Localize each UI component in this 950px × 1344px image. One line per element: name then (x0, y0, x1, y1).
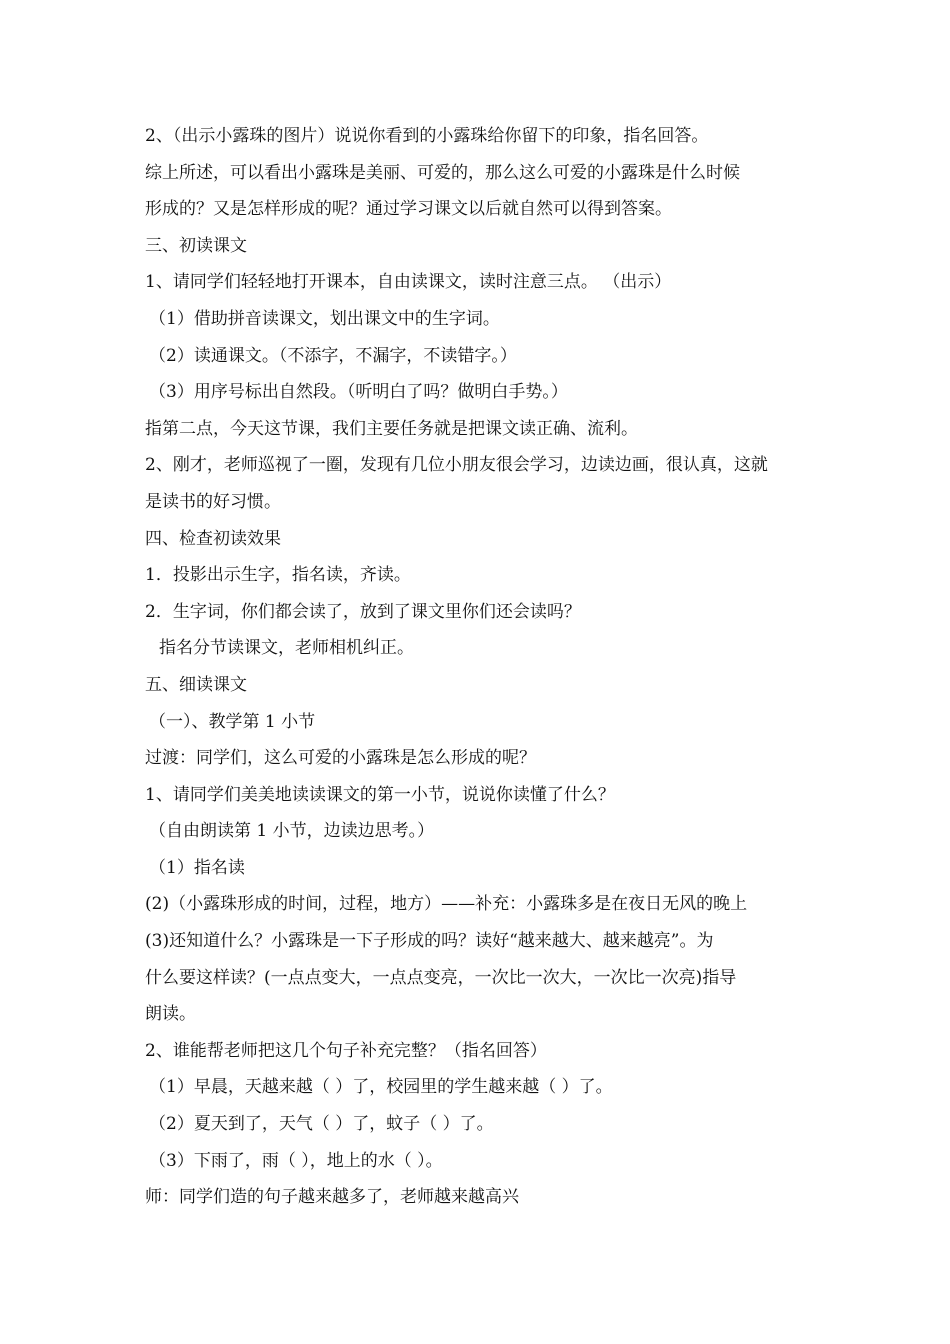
text-line: 1．投影出示生字，指名读，齐读。 (145, 565, 411, 586)
text-line: 朗读。 (145, 1004, 196, 1025)
text-line: 形成的？又是怎样形成的呢？通过学习课文以后就自然可以得到答案。 (145, 199, 672, 220)
text-line: 指第二点，今天这节课，我们主要任务就是把课文读正确、流利。 (145, 418, 638, 439)
text-line: 是读书的好习惯。 (145, 491, 281, 512)
subsection-heading: （一）、教学第 1 小节 (149, 711, 316, 732)
text-line: 过渡：同学们，这么可爱的小露珠是怎么形成的呢？ (145, 748, 536, 769)
text-line: 1、请同学们美美地读读课文的第一小节，说说你读懂了什么？ (145, 784, 615, 805)
text-line: 什么要这样读？(一点点变大，一点点变亮，一次比一次大，一次比一次亮)指导 (145, 967, 737, 988)
text-line: 综上所述，可以看出小露珠是美丽、可爱的，那么这么可爱的小露珠是什么时候 (145, 162, 740, 183)
text-line: 2、刚才，老师巡视了一圈，发现有几位小朋友很会学习，边读边画，很认真，这就 (145, 455, 768, 476)
document-body (145, 118, 815, 1216)
section-heading: 四、检查初读效果 (145, 528, 281, 549)
text-line: （3）下雨了，雨（ ），地上的水（ ）。 (149, 1150, 443, 1171)
text-line: 2、（出示小露珠的图片）说说你看到的小露珠给你留下的印象，指名回答。 (145, 126, 709, 146)
text-line: （2）夏天到了，天气（ ）了，蚊子（ ）了。 (149, 1114, 494, 1135)
section-heading: 五、细读课文 (145, 674, 247, 695)
text-line: 师：同学们造的句子越来越多了，老师越来越高兴 (145, 1187, 519, 1208)
text-line: （1）早晨，天越来越（ ）了，校园里的学生越来越（ ）了。 (149, 1077, 613, 1098)
text-line: (2)（小露珠形成的时间，过程，地方）——补充：小露珠多是在夜日无风的晚上 (145, 894, 748, 915)
text-line: （2）读通课文。（不添字，不漏字，不读错字。） (149, 345, 517, 366)
text-line: 1、请同学们轻轻地打开课本，自由读课文，读时注意三点。 （出示） (145, 272, 672, 293)
text-line: （1）借助拼音读课文，划出课文中的生字词。 (149, 308, 500, 329)
text-line: （1）指名读 (149, 857, 245, 878)
section-heading: 三、初读课文 (145, 235, 247, 256)
text-line: (3)还知道什么？小露珠是一下子形成的吗？读好“越来越大、越来越亮”。为 (145, 931, 714, 952)
text-line: （自由朗读第 1 小节，边读边思考。） (149, 821, 435, 842)
text-line: 2．生字词，你们都会读了，放到了课文里你们还会读吗？ (145, 601, 581, 622)
text-line: （3）用序号标出自然段。（听明白了吗？做明白手势。） (149, 382, 568, 403)
text-line: 2、谁能帮老师把这几个句子补充完整？（指名回答） (145, 1040, 547, 1061)
text-line: 指名分节读课文，老师相机纠正。 (159, 638, 414, 659)
